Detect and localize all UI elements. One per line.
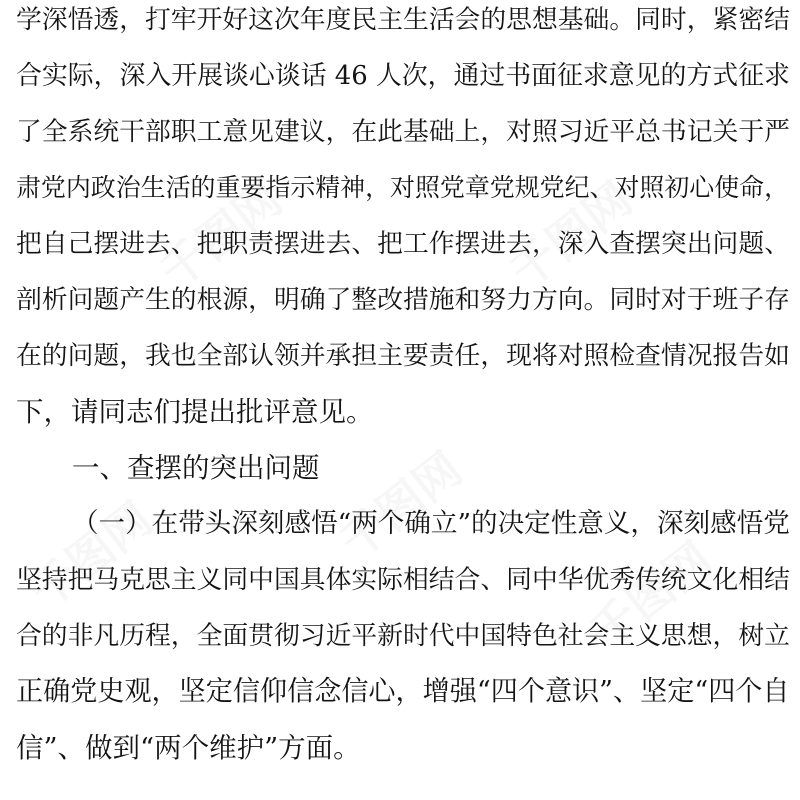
body-text-line: 了全系统干部职工意见建议，在此基础上，对照习近平总书记关于严 — [16, 117, 790, 147]
body-text-line: 合的非凡历程，全面贯彻习近平新时代中国特色社会主义思想，树立 — [16, 621, 790, 651]
body-text-line: 在的问题，我也全部认领并承担主要责任，现将对照检查情况报告如 — [16, 341, 790, 371]
body-text-line: 合实际，深入开展谈心谈话 46 人次，通过书面征求意见的方式征求 — [16, 61, 790, 91]
body-text-line: 学深悟透，打牢开好这次年度民主生活会的思想基础。同时，紧密结 — [16, 5, 790, 35]
body-text-line: 下，请同志们提出批评意见。 — [16, 396, 374, 428]
watermark: 千图网 — [149, 171, 292, 300]
watermark: 千图网 — [19, 491, 162, 620]
body-text-line: 正确党史观，坚定信仰信念信心，增强“四个意识”、坚定“四个自 — [16, 676, 790, 707]
body-text-line: （一）在带头深刻感悟“两个确立”的决定性意义，深刻感悟党 — [72, 508, 790, 539]
watermark: 千图网 — [579, 531, 722, 660]
body-text-line: 信”、做到“两个维护”方面。 — [16, 732, 361, 764]
body-text-line: 把自己摆进去、把职责摆进去、把工作摆进去，深入查摆突出问题、 — [16, 229, 790, 259]
body-text-line: 剖析问题产生的根源，明确了整改措施和努力方向。同时对于班子存 — [16, 285, 790, 315]
body-text-line: 坚持把马克思主义同中国具体实际相结合、同中华优秀传统文化相结 — [16, 565, 790, 595]
section-heading: 一、查摆的突出问题 — [72, 452, 320, 484]
watermark: 千图网 — [499, 171, 642, 300]
watermark: 千图网 — [329, 441, 472, 570]
body-text-line: 肃党内政治生活的重要指示精神，对照党章党规党纪、对照初心使命， — [16, 173, 790, 202]
